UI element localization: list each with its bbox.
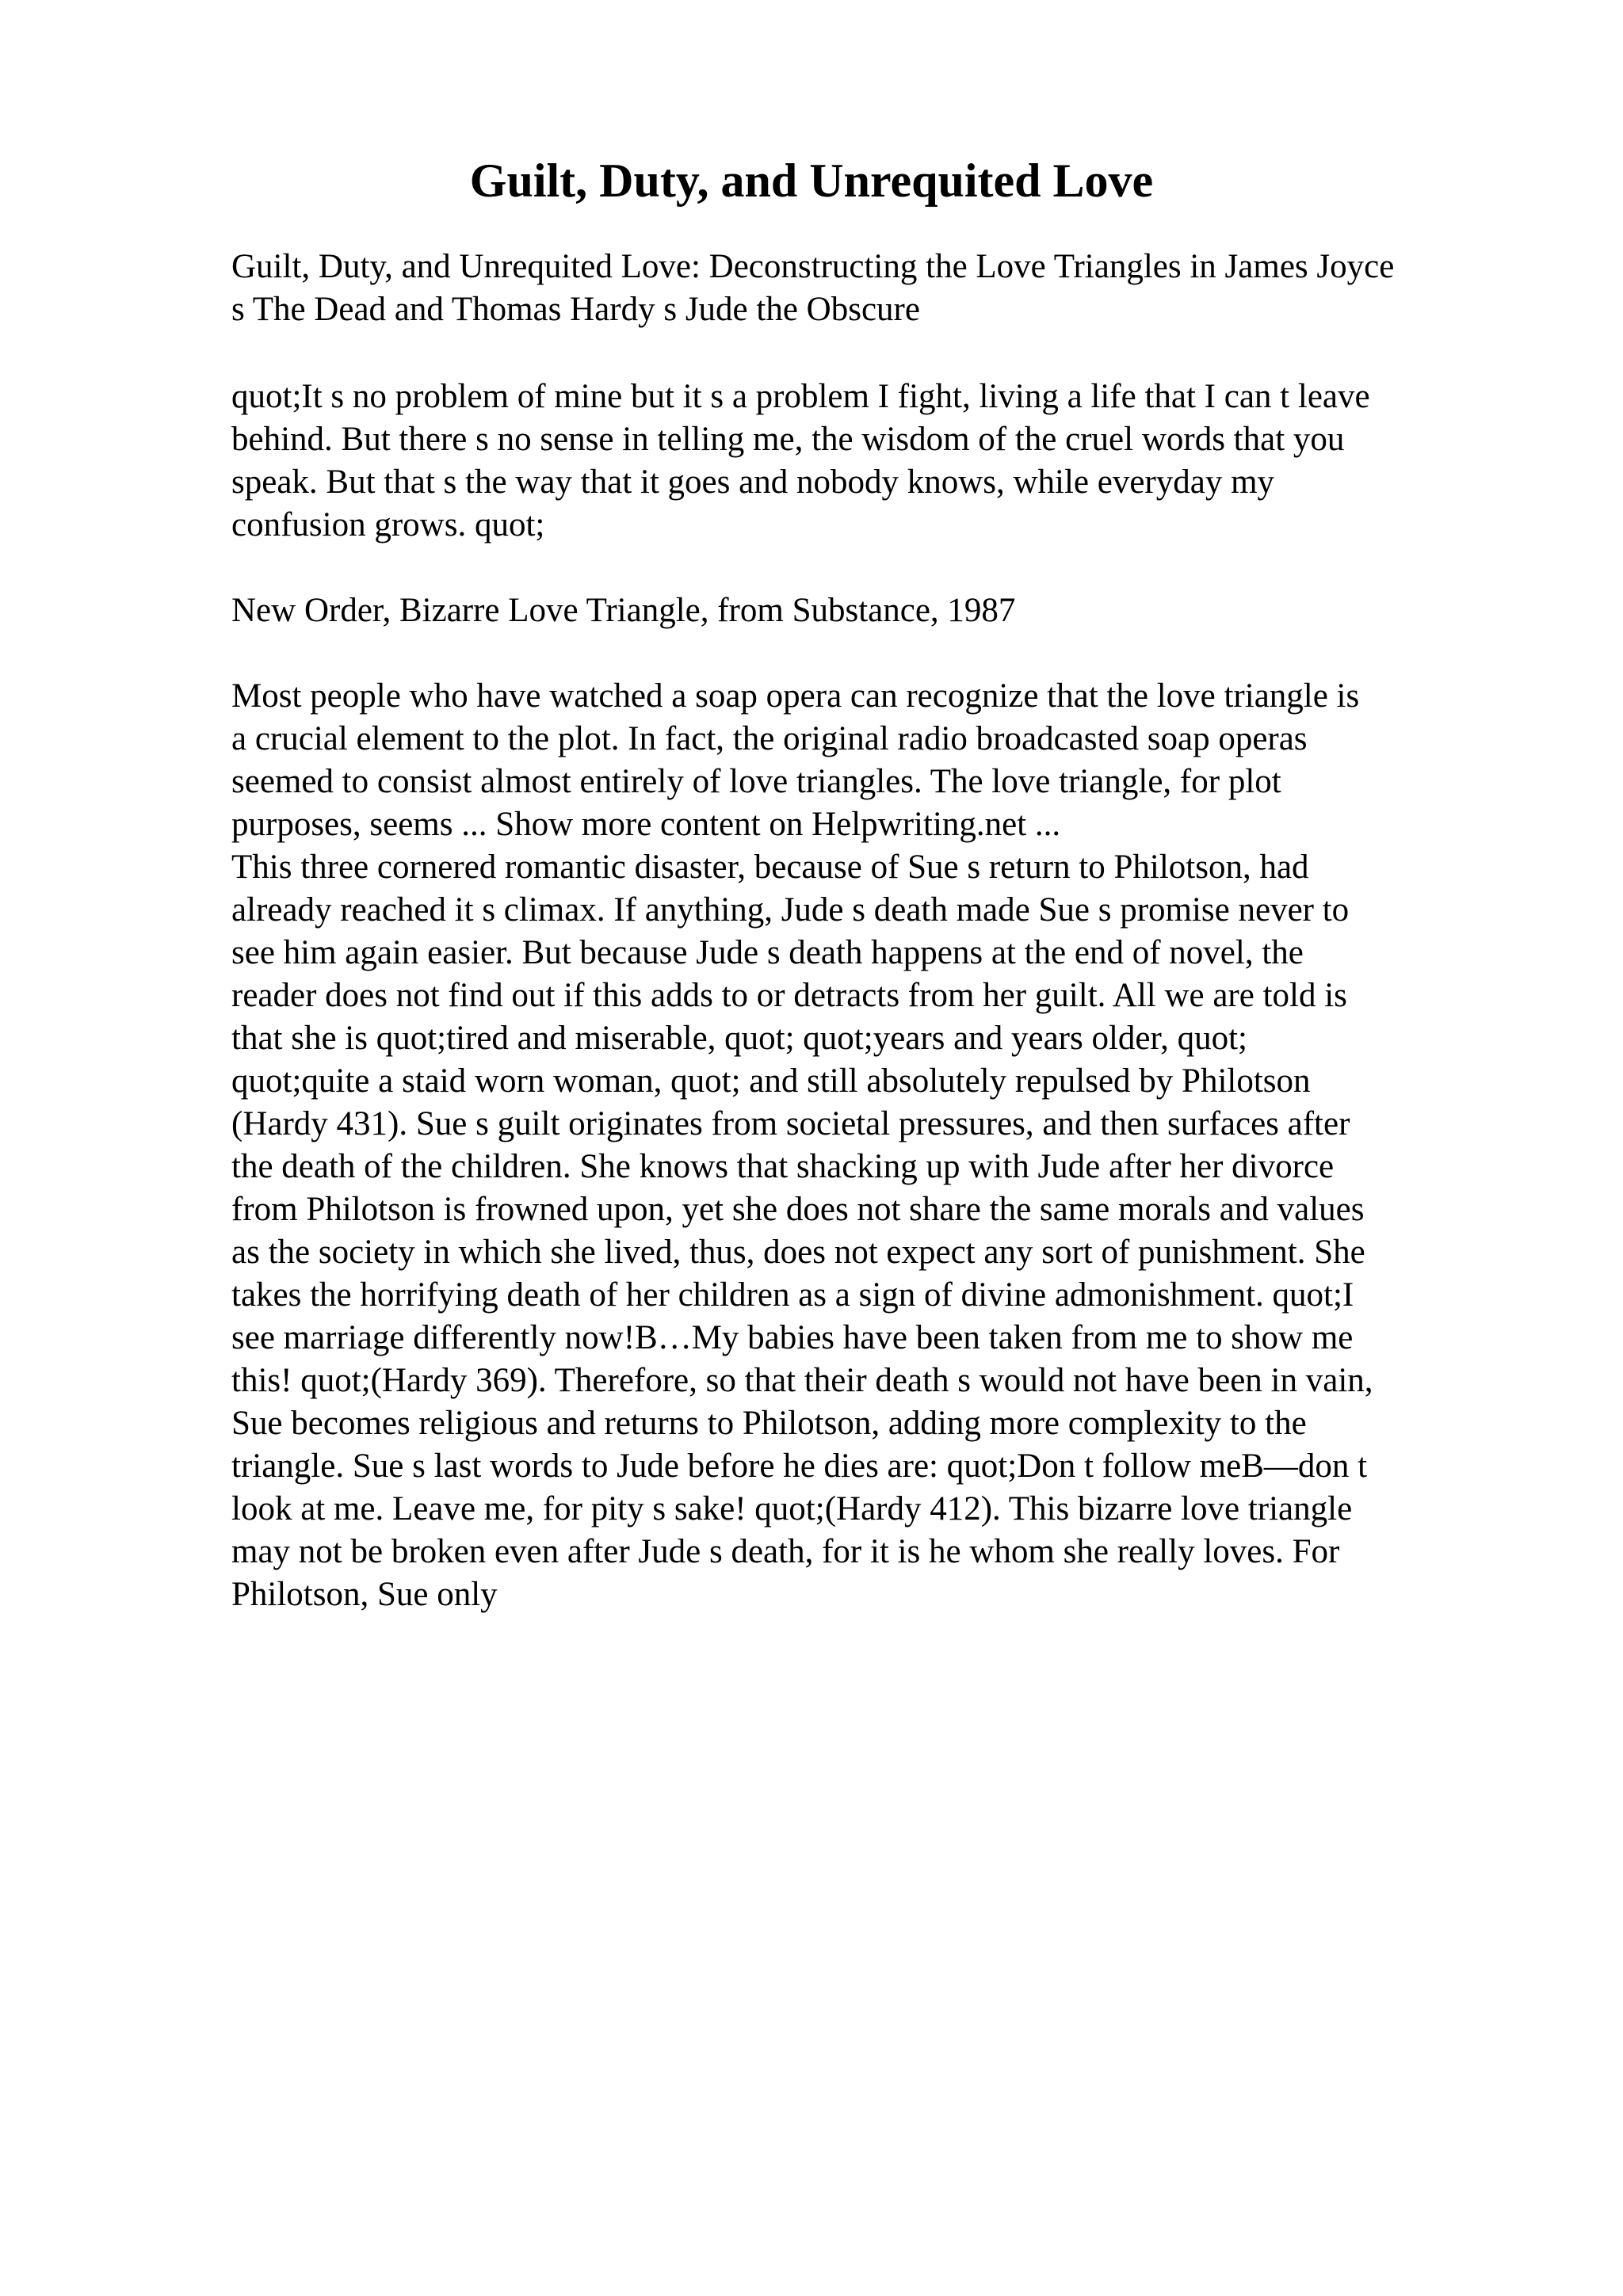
body-line: Most people who have watched a soap opera can recognize that the love triangle is [231,677,1360,715]
body-line: from Philotson is frowned upon, yet she does not share the same morals and values [231,1191,1365,1228]
body-line: see him again easier. But because Jude s death happens at the end of novel, the [231,934,1304,971]
body-line: Philotson, Sue only [231,1576,498,1613]
body-line: already reached it s climax. If anything, Jude s death made Sue s promise never to [231,891,1350,929]
subtitle-line: s The Dead and Thomas Hardy s Jude the Obscure [231,291,920,328]
body-line: this! quot;(Hardy 369). Therefore, so that their death s would not have been in vain, [231,1362,1373,1399]
body-line: seemed to consist almost entirely of love triangles. The love triangle, for plot [231,763,1281,800]
epigraph-line: quot;It s no problem of mine but it s a problem I fight, living a life that I can t leave [231,378,1370,415]
body-line: as the society in which she lived, thus, does not expect any sort of punishment. She [231,1234,1365,1271]
body-line: (Hardy 431). Sue s guilt originates from societal pressures, and then surfaces after [231,1105,1350,1142]
document-title: Guilt, Duty, and Unrequited Love [469,154,1154,207]
body-line: may not be broken even after Jude s death, for it is he whom she really loves. For [231,1533,1340,1570]
body-line: that she is quot;tired and miserable, quot; quot;years and years older, quot; [231,1020,1248,1057]
epigraph-line: speak. But that s the way that it goes and nobody knows, while everyday my [231,463,1275,501]
epigraph-credit: New Order, Bizarre Love Triangle, from Substance, 1987 [231,592,1016,629]
epigraph-quote [231,376,1531,547]
body-line: see marriage differently now!B…My babies have been taken from me to show me [231,1319,1354,1356]
body-line: purposes, seems ... Show more content on Helpwriting.net ... [231,806,1061,843]
epigraph-line: confusion grows. quot; [231,506,545,543]
epigraph-line: behind. But there s no sense in telling me, the wisdom of the cruel words that you [231,421,1345,458]
body-line: look at me. Leave me, for pity s sake! quot;(Hardy 412). This bizarre love triangle [231,1490,1353,1527]
body-line: Sue becomes religious and returns to Philotson, adding more complexity to the [231,1405,1307,1442]
body-line: a crucial element to the plot. In fact, the original radio broadcasted soap operas [231,720,1308,757]
document-subtitle [231,246,1531,331]
body-line: takes the horrifying death of her children as a sign of divine admonishment. quot;I [231,1276,1354,1314]
body-line: This three cornered romantic disaster, because of Sue s return to Philotson, had [231,849,1309,886]
body-line: triangle. Sue s last words to Jude before he dies are: quot;Don t follow meB—don t [231,1447,1368,1485]
body-line: reader does not find out if this adds to or detracts from her guilt. All we are told is [231,977,1347,1014]
body-text [231,675,1531,1616]
body-line: quot;quite a staid worn woman, quot; and still absolutely repulsed by Philotson [231,1062,1311,1100]
body-line: the death of the children. She knows that shacking up with Jude after her divorce [231,1148,1335,1185]
subtitle-line: Guilt, Duty, and Unrequited Love: Deconstructing the Love Triangles in James Joyce [231,248,1395,285]
